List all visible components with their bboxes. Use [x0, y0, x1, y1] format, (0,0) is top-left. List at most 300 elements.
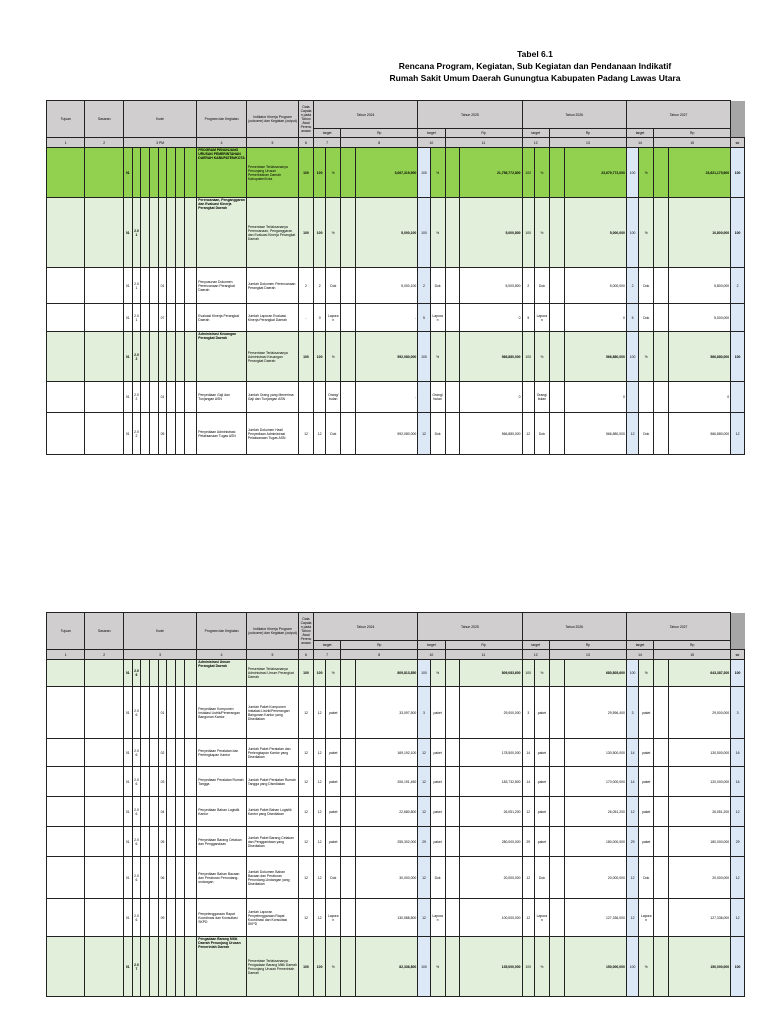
num-rp-2024: 8	[341, 650, 418, 660]
kode-spacer-cell	[150, 899, 159, 937]
spacer-cell	[549, 827, 564, 857]
target-2027-cell: 14	[626, 767, 638, 797]
kode-sub-cell	[158, 660, 167, 687]
target-2027-cell: 100	[626, 332, 638, 382]
kode-spacer-cell	[176, 797, 185, 827]
rp-2026-cell: 130,500,000	[564, 739, 626, 767]
target-2024-cell: 100	[313, 937, 325, 997]
sasaran-cell	[85, 797, 123, 827]
num-rp-2026: 13	[549, 650, 626, 660]
kode-spacer-cell	[150, 304, 159, 332]
satuan-2026-cell: Dok	[534, 413, 549, 455]
header-data-capaian: Data Capaian pada Tahun Awal Perencanaan	[299, 613, 314, 650]
rp-2024-cell: 33,097,500	[356, 687, 418, 739]
table-row	[47, 937, 745, 997]
spacer-cell	[341, 767, 356, 797]
rp-2024-cell: 5,000,100	[356, 268, 418, 304]
sasaran-cell	[85, 198, 123, 268]
rp-2027-cell: 643,387,200	[669, 660, 731, 687]
indikator-cell: Persentase Terlaksananya Pengadaan Barang Milik Daerah Penunjang Urusan Pemerintah Daerah	[246, 937, 298, 997]
satuan-2027-cell: paket	[639, 797, 654, 827]
satuan-2026-cell: Dok	[534, 268, 549, 304]
target-2026-cell: 100	[522, 198, 534, 268]
program-cell: Penyediaan Bahan Logistik Kantor	[197, 797, 247, 827]
header-rp-2025: Rp	[445, 641, 522, 650]
header-target-2025: target	[418, 129, 445, 138]
kode-spacer-cell	[184, 332, 196, 382]
satuan-2027-cell: paket	[639, 827, 654, 857]
table-row	[47, 857, 745, 899]
target-2026-cell: 100	[522, 332, 534, 382]
table-number: Tabel 6.1	[517, 49, 553, 59]
indikator-cell: Jumlah Laporan Evaluasi Kinerja Perangkat Daerah	[246, 304, 298, 332]
indikator-cell: Jumlah Orang yang Menerima Gaji dan Tunjangan ASN	[246, 382, 298, 413]
kode-spacer-cell	[141, 382, 150, 413]
num-target-2024: 7	[313, 650, 340, 660]
header-rp-2026: Rp	[549, 641, 626, 650]
header-target-2024: target	[313, 641, 340, 650]
kode-sub-cell	[158, 332, 167, 382]
kode-spacer-cell	[184, 899, 196, 937]
spacer-cell	[654, 857, 669, 899]
program-cell: Penyediaan Bahan Bacaan dan Peraturan Perundang-undangan	[197, 857, 247, 899]
header-indikator: Indikator Kinerja Program (outcome) dan Kegiatan (output)	[246, 613, 298, 650]
rp-2027-cell: 127,336,000	[669, 899, 731, 937]
spacer-cell	[549, 198, 564, 268]
spacer-cell	[445, 198, 460, 268]
kode-spacer-cell	[141, 687, 150, 739]
target-last-cell: 100	[731, 198, 745, 268]
kode-spacer-cell	[176, 198, 185, 268]
data-capaian-cell: 100	[299, 198, 314, 268]
rp-2026-cell: 5,000,000	[564, 198, 626, 268]
kode-spacer-cell	[150, 382, 159, 413]
tujuan-cell	[47, 827, 85, 857]
tujuan-cell	[47, 268, 85, 304]
target-2024-cell: 12	[313, 413, 325, 455]
target-2027-cell: 100	[626, 937, 638, 997]
num-rp-2026: 13	[549, 138, 626, 148]
kode-spacer-cell	[184, 857, 196, 899]
satuan-2024-cell: paket	[326, 797, 341, 827]
kode-spacer-cell	[141, 660, 150, 687]
spacer-cell	[341, 687, 356, 739]
satuan-2025-cell: %	[430, 332, 445, 382]
satuan-2025-cell: %	[430, 660, 445, 687]
target-2026-cell: 3	[522, 687, 534, 739]
num-rp-2025: 11	[445, 138, 522, 148]
target-2025-cell: 12	[418, 767, 430, 797]
satuan-2024-cell: paket	[326, 767, 341, 797]
target-last-cell: 29	[731, 827, 745, 857]
num-data-capaian: 6	[299, 138, 314, 148]
spacer-cell	[445, 332, 460, 382]
target-2027-cell: 12	[626, 857, 638, 899]
kode-spacer-cell	[176, 332, 185, 382]
spacer-cell	[549, 797, 564, 827]
target-2024-cell: 12	[313, 899, 325, 937]
satuan-2025-cell: paket	[430, 739, 445, 767]
kode-bidang-cell	[132, 148, 141, 198]
rp-2027-cell: 23,621,175,600	[669, 148, 731, 198]
target-2027-cell: 2	[626, 268, 638, 304]
spacer-cell	[549, 148, 564, 198]
rp-2026-cell: 566,880,000	[564, 332, 626, 382]
target-last-cell	[731, 304, 745, 332]
num-data-capaian: 6	[299, 650, 314, 660]
satuan-2027-cell: Laporan	[639, 899, 654, 937]
satuan-2025-cell: Dok	[430, 268, 445, 304]
header-rp-2027: Rp	[654, 129, 731, 138]
num-rp-2027: 15	[654, 138, 731, 148]
satuan-2027-cell: %	[639, 148, 654, 198]
kode-spacer-cell	[184, 382, 196, 413]
kode-urusan-cell: 01	[123, 198, 132, 268]
kode-urusan-cell: 01	[123, 739, 132, 767]
program-cell: Penyediaan Barang Cetakan dan Penggandaan	[197, 827, 247, 857]
rp-2026-cell: 29,596,400	[564, 687, 626, 739]
rp-2025-cell: 566,880,000	[460, 332, 522, 382]
header-data-capaian: Data Capaian pada Tahun Awal Perencanaan	[299, 101, 314, 138]
kode-bidang-cell: 2.01	[132, 268, 141, 304]
kode-spacer-cell	[167, 332, 176, 382]
tujuan-cell	[47, 382, 85, 413]
target-2025-cell: 12	[418, 413, 430, 455]
kode-spacer-cell	[167, 660, 176, 687]
kode-spacer-cell	[176, 304, 185, 332]
kode-spacer-cell	[141, 332, 150, 382]
program-cell: Penyediaan Administrasi Pelaksanaan Tugas ASN	[197, 413, 247, 455]
indikator-cell: Persentase Terlaksananya Penunjang Urusan Pemerintahan Daerah Kabupaten/Kota	[246, 148, 298, 198]
rp-2024-cell: 206,191,450	[356, 767, 418, 797]
sasaran-cell	[85, 413, 123, 455]
num-target-2024: 7	[313, 138, 340, 148]
indikator-cell: Jumlah Paket Peralatan Rumah Tangga yang Disediakan	[246, 767, 298, 797]
spacer-cell	[445, 660, 460, 687]
satuan-2026-cell: paket	[534, 797, 549, 827]
title-block	[300, 48, 768, 84]
rp-2027-cell: 566,880,000	[669, 413, 731, 455]
table-row	[47, 413, 745, 455]
target-2024-cell: 12	[313, 767, 325, 797]
header-rp-2024: Rp	[341, 641, 418, 650]
satuan-2024-cell: Laporan	[326, 899, 341, 937]
kode-urusan-cell: 01	[123, 660, 132, 687]
satuan-2027-cell: Dok	[639, 413, 654, 455]
kode-spacer-cell	[150, 739, 159, 767]
target-2026-cell: 100	[522, 148, 534, 198]
program-cell: Penyediaan Peralatan dan Perlengkapan Kantor	[197, 739, 247, 767]
target-2025-cell: 2	[418, 268, 430, 304]
target-2025-cell: 3	[418, 687, 430, 739]
header-kode: Kode	[123, 101, 196, 138]
sasaran-cell	[85, 899, 123, 937]
kode-urusan-cell: 01	[123, 857, 132, 899]
target-2025-cell: 100	[418, 937, 430, 997]
spacer-cell	[549, 660, 564, 687]
data-capaian-cell: 2	[299, 268, 314, 304]
kode-spacer-cell	[167, 382, 176, 413]
spacer-cell	[445, 739, 460, 767]
data-capaian-cell: 100	[299, 148, 314, 198]
spacer-cell	[341, 739, 356, 767]
kode-spacer-cell	[167, 767, 176, 797]
target-2026-cell: 14	[522, 767, 534, 797]
kode-bidang-cell: 2.06	[132, 797, 141, 827]
kode-sub-cell	[158, 198, 167, 268]
rp-2024-cell: 592,080,000	[356, 413, 418, 455]
program-cell: Perencanaan, Penganggaran dan Evaluasi Kinerja Perangkat Daerah	[197, 198, 247, 268]
satuan-2027-cell: %	[639, 198, 654, 268]
data-capaian-cell	[299, 382, 314, 413]
kode-spacer-cell	[176, 767, 185, 797]
sasaran-cell	[85, 268, 123, 304]
data-capaian-cell: 12	[299, 857, 314, 899]
header-tahun-2027: Tahun 2027	[626, 613, 730, 641]
rp-2026-cell: 127,336,000	[564, 899, 626, 937]
header-target-2027: target	[626, 129, 653, 138]
indikator-cell: Jumlah Paket Bahan Logistik Kantor yang Disediakan	[246, 797, 298, 827]
sasaran-cell	[85, 382, 123, 413]
indikator-cell: Jumlah Dokumen Bahan Bacaan dan Peraturan Perundang-Undangan yang Disediakan	[246, 857, 298, 899]
header-tahun-2025: Tahun 2025	[418, 101, 522, 129]
target-2026-cell: 29	[522, 827, 534, 857]
rp-2025-cell: 20,000,000	[460, 857, 522, 899]
header-target-2024: target	[313, 129, 340, 138]
sasaran-cell	[85, 148, 123, 198]
kode-urusan-cell: 01	[123, 332, 132, 382]
sasaran-cell	[85, 739, 123, 767]
target-2026-cell: 2	[522, 268, 534, 304]
spacer-cell	[549, 382, 564, 413]
target-2024-cell	[313, 382, 325, 413]
kode-spacer-cell	[176, 268, 185, 304]
satuan-2024-cell: %	[326, 148, 341, 198]
target-2027-cell: 12	[626, 797, 638, 827]
rp-2026-cell: 20,000,000	[564, 857, 626, 899]
kode-spacer-cell	[176, 827, 185, 857]
spacer-cell	[654, 332, 669, 382]
target-2027-cell: 5	[626, 304, 638, 332]
rp-2024-cell: 130,588,800	[356, 899, 418, 937]
spacer-cell	[445, 148, 460, 198]
rp-2024-cell: 22,680,800	[356, 797, 418, 827]
satuan-2024-cell: %	[326, 660, 341, 687]
table-row	[47, 304, 745, 332]
indikator-cell: Jumlah Dokumen Perencanaan Perangkat Daerah	[246, 268, 298, 304]
target-2024-cell: 100	[313, 332, 325, 382]
tujuan-cell	[47, 687, 85, 739]
rp-2024-cell: 592,080,000	[356, 332, 418, 382]
rp-2027-cell: 5,000,000	[669, 304, 731, 332]
num-program: 4	[197, 138, 247, 148]
kode-bidang-cell: 2.06	[132, 687, 141, 739]
rp-2026-cell: 566,880,000	[564, 413, 626, 455]
spacer-cell	[341, 304, 356, 332]
kode-spacer-cell	[141, 413, 150, 455]
rp-2027-cell: 29,000,000	[669, 687, 731, 739]
tujuan-cell	[47, 304, 85, 332]
kode-sub-cell: 05	[158, 827, 167, 857]
kode-spacer-cell	[176, 660, 185, 687]
kode-urusan-cell: 01	[123, 937, 132, 997]
target-2025-cell	[418, 382, 430, 413]
kode-spacer-cell	[176, 857, 185, 899]
kode-bidang-cell: 2.02	[132, 382, 141, 413]
kode-sub-cell: 07	[158, 304, 167, 332]
target-2027-cell: 3	[626, 687, 638, 739]
kode-spacer-cell	[167, 304, 176, 332]
table-title: Rencana Program, Kegiatan, Sub Kegiatan dan Pendanaan Indikatif	[398, 61, 672, 71]
num-sasaran: 2	[85, 138, 123, 148]
target-2026-cell: 12	[522, 899, 534, 937]
sasaran-cell	[85, 304, 123, 332]
spacer-cell	[445, 268, 460, 304]
spacer-cell	[445, 413, 460, 455]
kode-sub-cell: 09	[158, 899, 167, 937]
num-kode-pm: PM	[158, 140, 165, 145]
target-2024-cell: 12	[313, 857, 325, 899]
target-2025-cell: 29	[418, 827, 430, 857]
header-blank	[731, 101, 745, 138]
target-2026-cell	[522, 382, 534, 413]
kode-spacer-cell	[167, 937, 176, 997]
tujuan-cell	[47, 937, 85, 997]
header-tahun-2027: Tahun 2027	[626, 101, 730, 129]
rp-2026-cell: 23,679,772,000	[564, 148, 626, 198]
kode-spacer-cell	[150, 687, 159, 739]
satuan-2026-cell: paket	[534, 687, 549, 739]
rp-2024-cell: 5,000,100	[356, 198, 418, 268]
spacer-cell	[654, 382, 669, 413]
num-last: tar	[731, 138, 745, 148]
satuan-2026-cell: %	[534, 198, 549, 268]
rp-2027-cell: 5,800,000	[669, 268, 731, 304]
rp-2027-cell: 130,500,000	[669, 739, 731, 767]
rp-2026-cell: 680,805,600	[564, 660, 626, 687]
kode-spacer-cell	[176, 382, 185, 413]
num-indikator: 5	[246, 138, 298, 148]
kode-bidang-cell: 2.06	[132, 827, 141, 857]
rp-2027-cell: 120,000,000	[669, 767, 731, 797]
target-2027-cell: 100	[626, 198, 638, 268]
data-capaian-cell: 12	[299, 739, 314, 767]
satuan-2027-cell: Dok	[639, 304, 654, 332]
kode-spacer-cell	[184, 687, 196, 739]
header-kode: Kode	[123, 613, 196, 650]
satuan-2024-cell: %	[326, 198, 341, 268]
spacer-cell	[549, 767, 564, 797]
target-2024-cell: 12	[313, 739, 325, 767]
kode-spacer-cell	[150, 937, 159, 997]
table-row	[47, 797, 745, 827]
header-tahun-2025: Tahun 2025	[418, 613, 522, 641]
spacer-cell	[549, 332, 564, 382]
spacer-cell	[549, 268, 564, 304]
kode-sub-cell: 05	[158, 413, 167, 455]
spacer-cell	[654, 660, 669, 687]
kode-spacer-cell	[150, 413, 159, 455]
satuan-2026-cell: Orang/bulan	[534, 382, 549, 413]
satuan-2024-cell: paket	[326, 739, 341, 767]
kode-spacer-cell	[150, 148, 159, 198]
tujuan-cell	[47, 660, 85, 687]
target-2026-cell: 5	[522, 304, 534, 332]
satuan-2027-cell: %	[639, 660, 654, 687]
spacer-cell	[654, 413, 669, 455]
satuan-2027-cell: %	[639, 937, 654, 997]
header-target-2026: target	[522, 129, 549, 138]
kode-spacer-cell	[150, 857, 159, 899]
rp-2027-cell: 0	[669, 382, 731, 413]
header-tahun-2024: Tahun 2024	[313, 613, 417, 641]
satuan-2024-cell: paket	[326, 687, 341, 739]
spacer-cell	[654, 739, 669, 767]
rp-2025-cell: 0	[460, 382, 522, 413]
kode-spacer-cell	[176, 937, 185, 997]
spacer-cell	[445, 304, 460, 332]
kode-sub-cell: 01	[158, 382, 167, 413]
table-row	[47, 198, 745, 268]
data-capaian-cell: 100	[299, 937, 314, 997]
target-2025-cell: 12	[418, 899, 430, 937]
header-sasaran: Sasaran	[85, 101, 123, 138]
num-target-2027: 14	[626, 650, 653, 660]
satuan-2024-cell: paket	[326, 827, 341, 857]
table-row	[47, 739, 745, 767]
program-table-page-2	[46, 612, 745, 997]
table-row	[47, 660, 745, 687]
spacer-cell	[341, 382, 356, 413]
kode-spacer-cell	[176, 413, 185, 455]
kode-spacer-cell	[141, 268, 150, 304]
rp-2024-cell: 169,192,100	[356, 739, 418, 767]
target-2024-cell: 100	[313, 660, 325, 687]
target-last-cell: 12	[731, 413, 745, 455]
indikator-cell: Jumlah Paket Barang Cetakan dan Penggandaan yang Disediakan	[246, 827, 298, 857]
target-last-cell: 12	[731, 899, 745, 937]
num-rp-2025: 11	[445, 650, 522, 660]
num-target-2025: 10	[418, 138, 445, 148]
rp-2026-cell: 180,000,000	[564, 827, 626, 857]
rp-2027-cell: 180,000,000	[669, 827, 731, 857]
target-2026-cell: 12	[522, 797, 534, 827]
kode-spacer-cell	[141, 857, 150, 899]
target-2024-cell: 100	[313, 198, 325, 268]
target-2025-cell: 100	[418, 148, 430, 198]
target-last-cell	[731, 382, 745, 413]
program-cell: Penyediaan Gaji dan Tunjangan ASN	[197, 382, 247, 413]
kode-spacer-cell	[167, 797, 176, 827]
program-cell: Penyusunan Dokumen Perencanaan Perangkat Daerah	[197, 268, 247, 304]
program-cell: Pengadaan Barang Milik Daerah Penunjang Urusan Pemerintah Daerah	[197, 937, 247, 997]
target-last-cell: 12	[731, 857, 745, 899]
program-cell: Penyediaan Komponen Instalasi Listrik/Penerangan Bangunan Kantor	[197, 687, 247, 739]
target-2026-cell: 12	[522, 413, 534, 455]
spacer-cell	[341, 660, 356, 687]
kode-spacer-cell	[167, 148, 176, 198]
kode-spacer-cell	[141, 827, 150, 857]
rp-2024-cell: -	[356, 304, 418, 332]
spacer-cell	[341, 413, 356, 455]
kode-urusan-cell: 01	[123, 899, 132, 937]
spacer-cell	[445, 937, 460, 997]
target-2027-cell: 100	[626, 660, 638, 687]
tujuan-cell	[47, 148, 85, 198]
table-row	[47, 827, 745, 857]
satuan-2024-cell: Dok	[326, 857, 341, 899]
kode-spacer-cell	[141, 304, 150, 332]
